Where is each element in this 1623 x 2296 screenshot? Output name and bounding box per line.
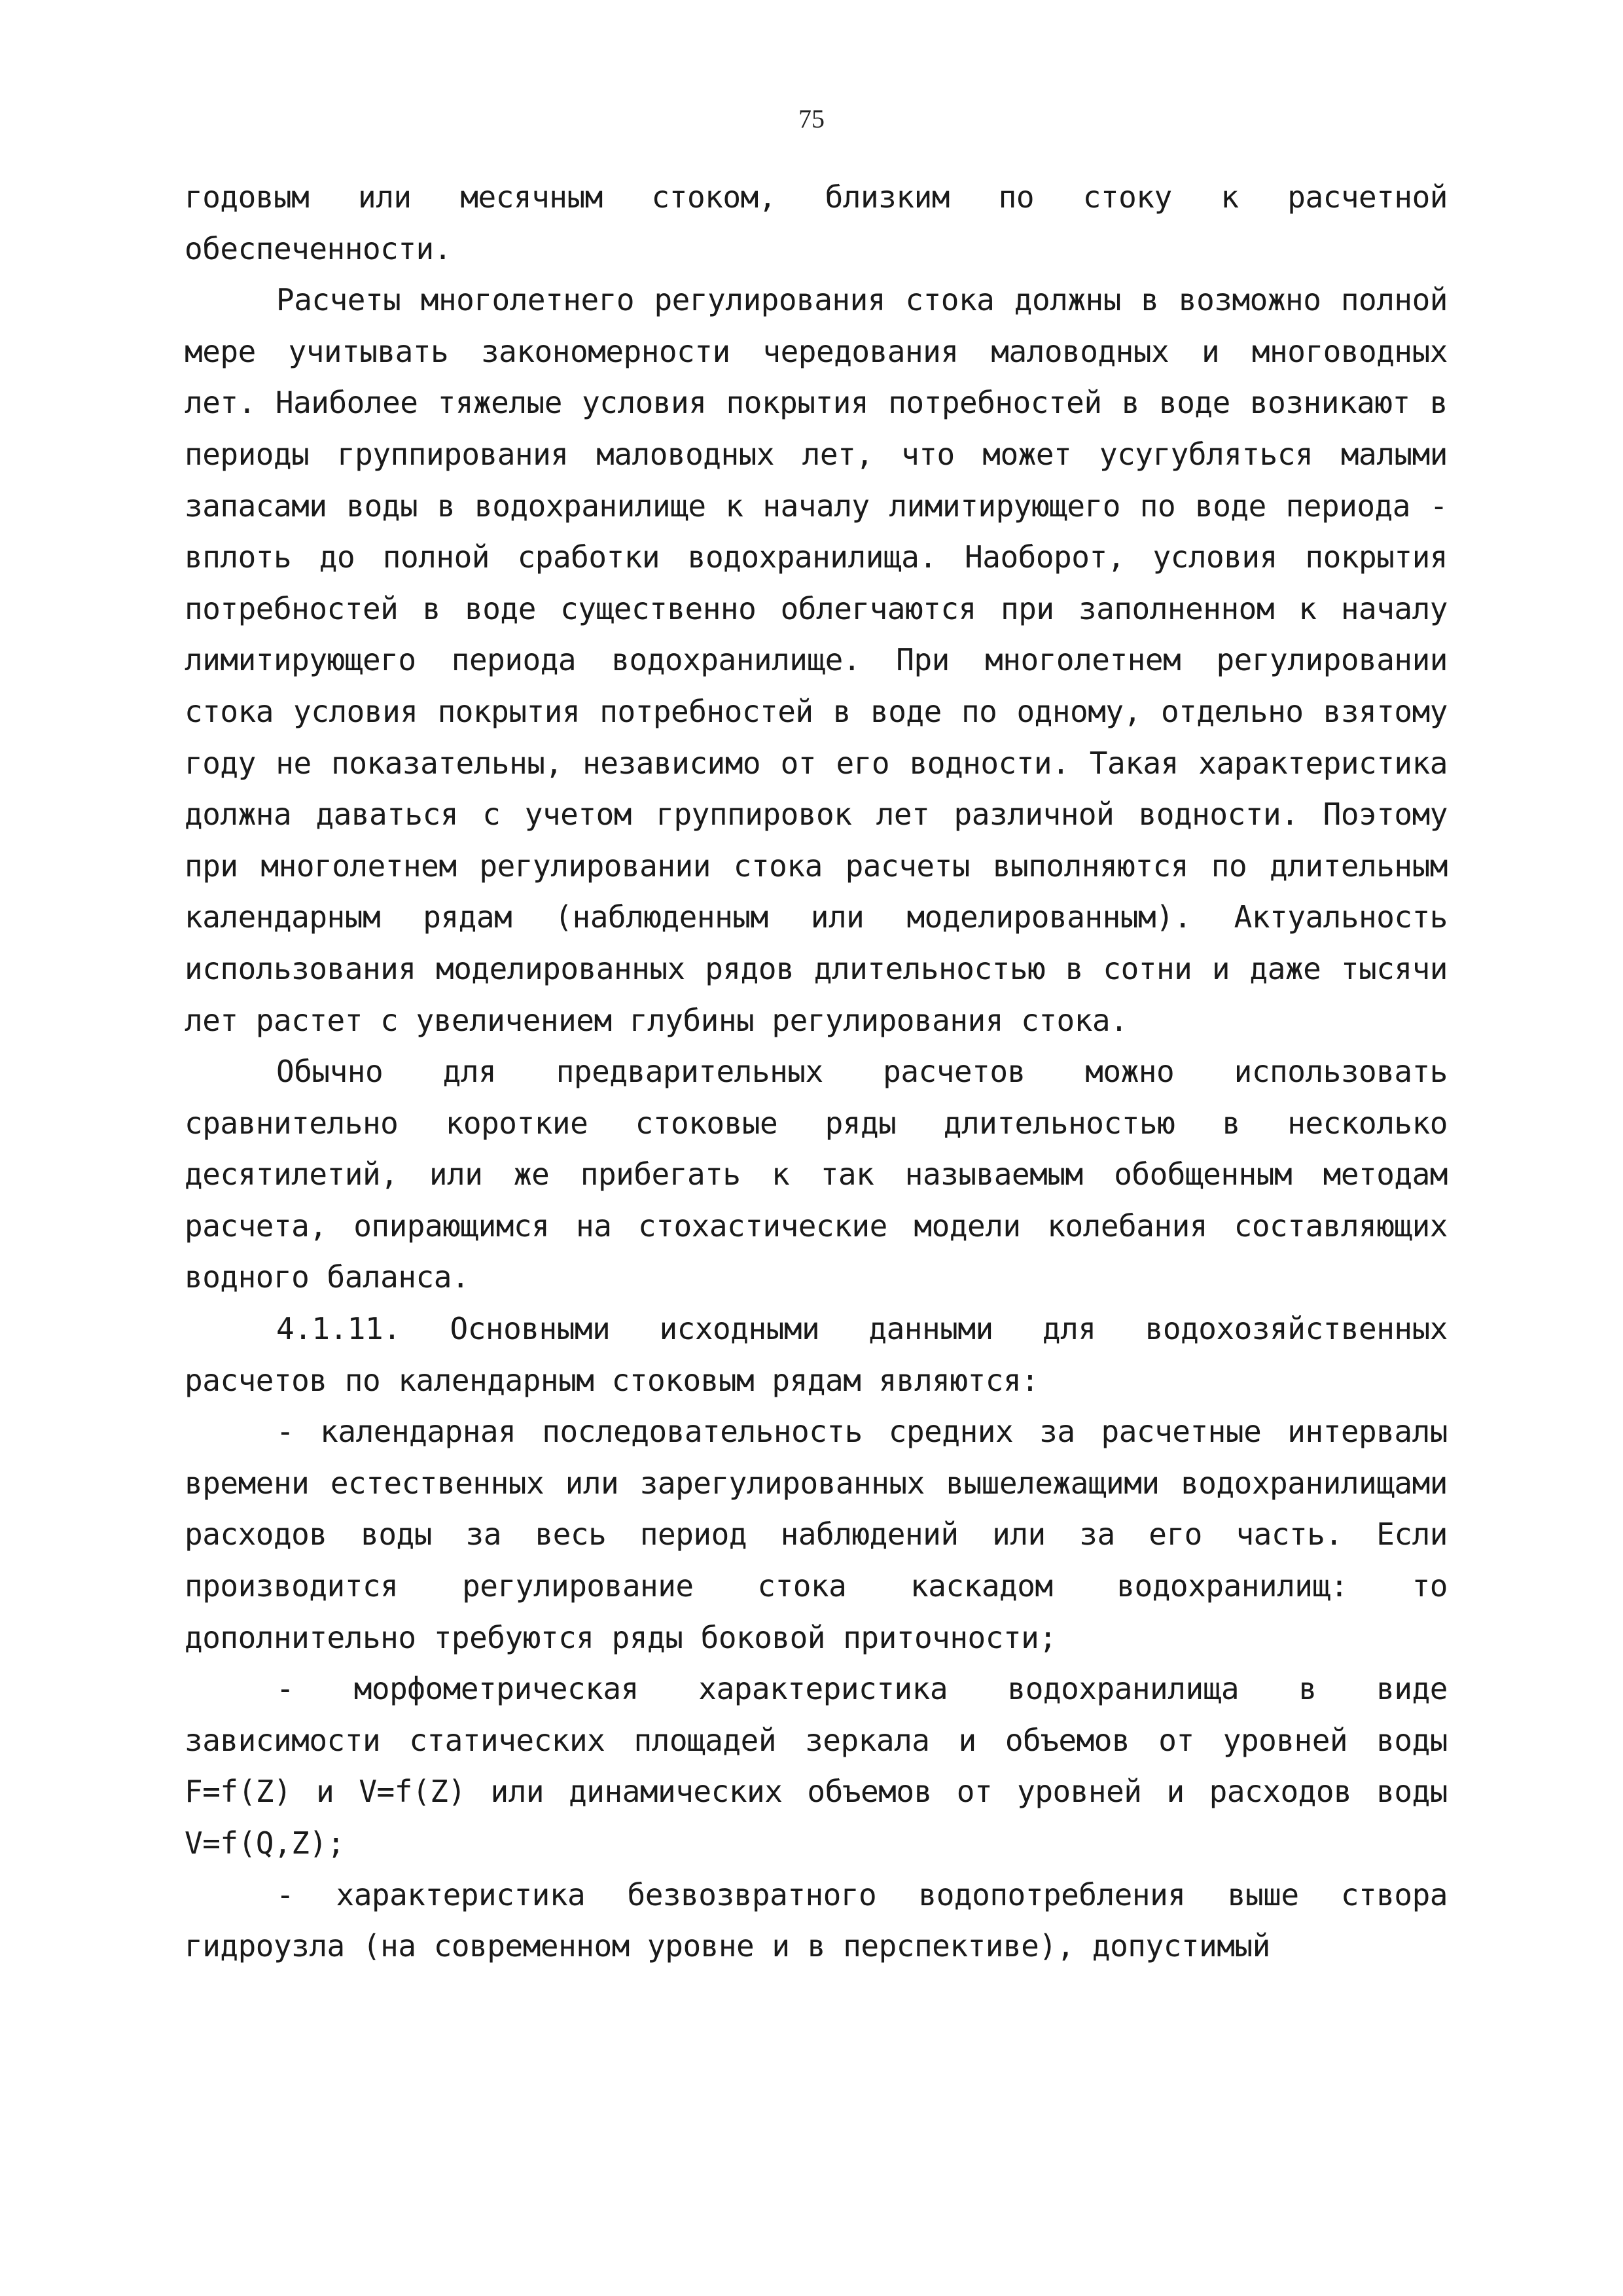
list-item-morphometric-characteristic: - морфометрическая характеристика водохранилища в виде зависимости статических площадей зеркала и объемов от уровней воды F=f(Z) и V=f(Z) или динамических объемов от уровней и расходов воды V=f(Q,Z); [185,1671,1448,1861]
paragraph-preliminary-calculations: Обычно для предварительных расчетов можно использовать сравнительно короткие стоковые ряды длительностью в несколько десятилетий, или же прибегать к так называемым обобщенным методам расчета, опирающимся на стохастические модели колебания составляющих водного баланса. [185,1054,1448,1295]
body-text [185,171,1448,1972]
list-item-irrecoverable-consumption: - характеристика безвозвратного водопотребления выше створа гидроузла (на современном уровне и в перспективе), допустимый [185,1876,1448,1964]
paragraph-section-4-1-11: 4.1.11. Основными исходными данными для водохозяйственных расчетов по календарным стоковым рядам являются: [185,1311,1448,1398]
paragraph-multiyear-regulation: Расчеты многолетнего регулирования стока должны в возможно полной мере учитывать закономерности чередования маловодных и многоводных лет. Наиболее тяжелые условия покрытия потребностей в воде возникают в периоды группирования маловодных лет, что может усугубляться малыми запасами воды в водохранилище к началу лимитирующего по воде периода - вплоть до полной сработки водохранилища. Наоборот, условия покрытия потребностей в воде существенно облегчаются при заполненном к началу лимитирующего периода водохранилище. При многолетнем регулировании стока условия покрытия потребностей в воде по одному, отдельно взятому году не показательны, независимо от его водности. Такая характеристика должна даваться с учетом группировок лет различной водности. Поэтому при многолетнем регулировании стока расчеты выполняются по длительным календарным рядам (наблюденным или моделированным). Актуальность использования моделированных рядов длительностью в сотни и даже тысячи лет растет с увеличением глубины регулирования стока. [185,282,1448,1038]
paragraph-continuation: годовым или месячным стоком, близким по стоку к расчетной обеспеченности. [185,179,1448,266]
page-number: 75 [798,104,825,134]
list-item-calendar-sequence: - календарная последовательность средних за расчетные интервалы времени естественных или зарегулированных вышележащими водохранилищами расходов воды за весь период наблюдений или за его часть. Если производится регулирование стока каскадом водохранилищ: то дополнительно требуются ряды боковой приточности; [185,1414,1448,1655]
